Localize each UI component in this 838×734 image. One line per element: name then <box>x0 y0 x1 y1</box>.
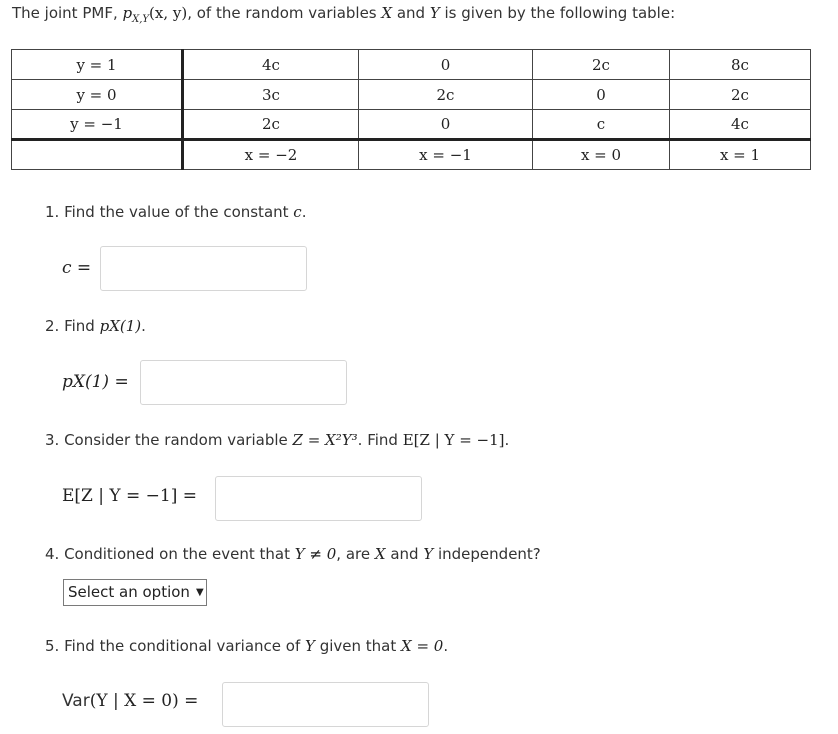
table-cell: 4c <box>670 110 811 140</box>
x-label: x = −1 <box>359 140 533 170</box>
x-label: x = −2 <box>183 140 359 170</box>
answer-input-c[interactable] <box>100 246 307 291</box>
table-cell: 4c <box>183 50 359 80</box>
x-label-row <box>12 140 811 170</box>
question-2: 2. Find pX(1). <box>45 317 146 335</box>
x-label: x = 1 <box>670 140 811 170</box>
answer-input-px1[interactable] <box>140 360 347 405</box>
answer-label-expectation: E[Z | Y = −1] = <box>62 486 198 506</box>
table-row <box>12 50 811 80</box>
answer-input-expectation[interactable] <box>215 476 422 521</box>
table-cell: 0 <box>359 110 533 140</box>
pmf-args: (x, y) <box>149 4 188 22</box>
table-cell: 2c <box>359 80 533 110</box>
question-5: 5. Find the conditional variance of Y given that X = 0. <box>45 637 449 655</box>
problem-intro: The joint PMF, $p_{X,Y}(x$, y), of the random variables X and Y is given by the following table: <box>12 4 676 25</box>
dropdown-arrow-icon: ▼ <box>195 587 204 598</box>
table-cell: 0 <box>533 80 670 110</box>
table-cell: 8c <box>670 50 811 80</box>
independence-select[interactable] <box>63 579 207 606</box>
intro-text: The joint PMF, <box>12 4 123 22</box>
answer-label-px1: pX(1) = <box>62 372 129 392</box>
select-value: Select an option <box>68 583 190 601</box>
table-cell: 3c <box>183 80 359 110</box>
table-cell: 2c <box>670 80 811 110</box>
answer-label-variance: Var(Y | X = 0) = <box>62 691 199 711</box>
table-row <box>12 110 811 140</box>
question-4: 4. Conditioned on the event that Y ≠ 0, are X and Y independent? <box>45 545 541 563</box>
joint-pmf-table <box>11 49 811 170</box>
table-cell: 2c <box>533 50 670 80</box>
pmf-symbol: $p_{X,Y}$ <box>122 4 150 25</box>
answer-label-c: c = <box>62 258 92 278</box>
empty-corner-cell <box>12 140 183 170</box>
table-cell: 0 <box>359 50 533 80</box>
question-1: 1. Find the value of the constant c. <box>45 203 307 221</box>
table-row <box>12 80 811 110</box>
table-cell: 2c <box>183 110 359 140</box>
y-label: y = −1 <box>12 110 183 140</box>
question-3: 3. Consider the random variable Z = X²Y³. Find E[Z | Y = −1]. <box>45 431 510 449</box>
x-label: x = 0 <box>533 140 670 170</box>
y-label: y = 0 <box>12 80 183 110</box>
y-label: y = 1 <box>12 50 183 80</box>
table-cell: c <box>533 110 670 140</box>
answer-input-variance[interactable] <box>222 682 429 727</box>
